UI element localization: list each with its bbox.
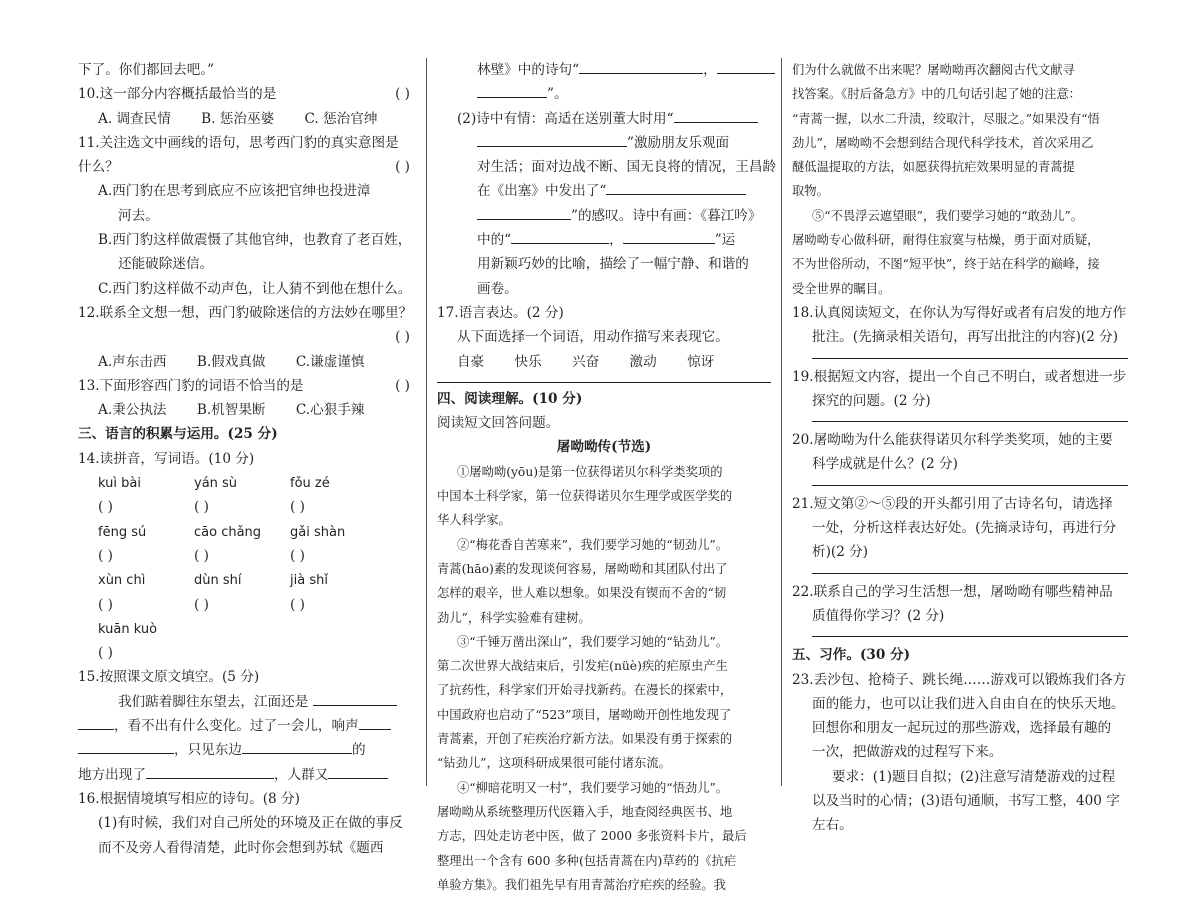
column-divider-2 xyxy=(781,58,782,786)
pinyin: xùn chì xyxy=(98,573,146,589)
paragraph-line: 屠呦呦专心做科研，耐得住寂寞与枯燥，勇于面对质疑， xyxy=(792,233,1100,248)
answer-box[interactable]: ( ) xyxy=(194,499,209,516)
question-16-1: (1)有时候，我们对自己所处的环境及正在做的事反 xyxy=(98,815,403,832)
blank[interactable] xyxy=(606,180,746,195)
pinyin: fēng sú xyxy=(98,524,147,540)
paragraph-line: 单验方集》。我们祖先早有用青蒿治疗疟疾的经验。我 xyxy=(437,877,726,892)
blank[interactable] xyxy=(78,715,114,730)
question-10 xyxy=(78,82,416,106)
fill-text: ， xyxy=(703,62,717,78)
option-a: A.西门豹在思考到底应不应该把官绅也投进漳 xyxy=(98,183,371,200)
blank[interactable] xyxy=(242,739,352,754)
paragraph-line: ④“柳暗花明又一村”，我们要学习她的“悟劲儿”。 xyxy=(457,780,729,795)
fill-line-4 xyxy=(78,763,416,787)
poem-fill-line xyxy=(437,228,771,252)
blank[interactable] xyxy=(674,108,758,123)
blank[interactable] xyxy=(78,739,174,754)
question-18: 18.认真阅读短文，在你认为写得好或者有启发的地方作 xyxy=(792,304,1127,321)
blank[interactable] xyxy=(477,205,571,220)
word-choices xyxy=(437,350,771,374)
pinyin: dùn shí xyxy=(194,573,242,589)
answer-box-row-1 xyxy=(78,495,416,519)
answer-box[interactable]: ( ) xyxy=(194,596,209,613)
option-c: C.心狠手辣 xyxy=(295,402,365,419)
answer-line[interactable] xyxy=(437,374,771,383)
paragraph-line: 整理出一个含有 600 多种(包括青蒿在内)草药的《抗疟 xyxy=(437,853,737,868)
question-17-text: 从下面选择一个词语，用动作描写来表现它。 xyxy=(457,329,729,346)
text-line: 用新颖巧妙的比喻，描绘了一幅宁静、和谐的 xyxy=(477,256,749,273)
fill-text: ”激励朋友乐观面 xyxy=(627,134,730,151)
question-13 xyxy=(78,374,416,398)
word-choice: 快乐 xyxy=(514,353,542,370)
fill-text: ”的感叹。诗中有画：《暮江吟》 xyxy=(571,207,762,224)
paragraph-line: 第二次世界大战结束后，引发疟(nüè)疾的疟原虫产生 xyxy=(437,659,728,674)
requirements-cont: 以及当时的心情；(3)语句通顺，书写工整，400 字 xyxy=(812,793,1120,810)
paragraph-line: 中国本土科学家，第一位获得诺贝尔生理学或医学奖的 xyxy=(437,489,733,504)
question-22-cont: 质值得你学习？(2 分) xyxy=(812,607,945,624)
option-c: C.谦虚谨慎 xyxy=(295,353,365,370)
paragraph-line: 劲儿”，屠呦呦不会想到结合现代科学技术，首次采用乙 xyxy=(792,135,1094,150)
paragraph-line: 劲儿”，科学实验难有建树。 xyxy=(437,610,591,625)
paragraph-line: 中国政府也启动了“523”项目，屠呦呦开创性地发现了 xyxy=(437,707,732,722)
pinyin: kuì bài xyxy=(98,476,141,492)
paragraph-line: 华人科学家。 xyxy=(437,513,511,528)
fill-text: (2)诗中有情：高适在送别董大时用“ xyxy=(457,110,674,127)
paragraph-line: ⑤“不畏浮云遮望眼”，我们要学习她的“敢劲儿”。 xyxy=(812,208,1084,223)
section-5-heading: 五、习作。(30 分) xyxy=(792,647,911,664)
question-12: 12.联系全文想一想，西门豹破除迷信的方法妙在哪里？ xyxy=(78,304,413,321)
text-line: 画卷。 xyxy=(477,280,518,297)
question-19: 19.根据短文内容，提出一个自己不明白，或者想进一步 xyxy=(792,368,1127,385)
fill-line-2 xyxy=(78,714,416,738)
blank[interactable] xyxy=(146,764,274,779)
column-1 xyxy=(78,58,416,860)
answer-box[interactable]: ( ) xyxy=(98,547,113,564)
fill-text: 林壁》中的诗句“ xyxy=(477,62,580,78)
fill-line-3 xyxy=(78,738,416,762)
poem-fill-line xyxy=(437,82,771,106)
pinyin-row-1 xyxy=(78,471,416,495)
question-16-1-cont: 而不及旁人看得清楚，此时你会想到苏轼《题西 xyxy=(98,839,384,856)
column-divider-1 xyxy=(426,58,427,786)
answer-box-row-4 xyxy=(78,641,416,665)
fill-text: ”。 xyxy=(547,86,568,103)
question-18-cont: 批注。(先摘录相关语句，再写出批注的内容)(2 分) xyxy=(812,329,1119,346)
answer-box[interactable]: ( ) xyxy=(98,596,113,613)
question-21: 21.短文第②～⑤段的开头都引用了古诗名句，请选择 xyxy=(792,495,1113,512)
paragraph-line: ③“千锤万凿出深山”，我们要学习她的“钻劲儿”。 xyxy=(457,634,729,649)
fill-text: 地方出现了 xyxy=(78,766,146,783)
paragraph-line: 了抗药性，科学家们开始寻找新药。在漫长的探索中， xyxy=(437,683,733,698)
question-16: 16.根据情境填写相应的诗句。(8 分) xyxy=(78,790,300,807)
answer-box[interactable]: ( ) xyxy=(290,596,305,613)
paragraph-line: ①屠呦呦(yōu)是第一位获得诺贝尔科学类奖项的 xyxy=(457,464,723,479)
pinyin: jià shǐ xyxy=(290,573,328,589)
answer-paren: ( ) xyxy=(395,329,410,346)
word-choice: 激动 xyxy=(629,353,657,370)
section-4-heading: 四、阅读理解。(10 分) xyxy=(437,390,583,407)
question-17: 17.语言表达。(2 分) xyxy=(437,304,564,321)
question-14: 14.读拼音，写词语。(10 分) xyxy=(78,450,255,467)
question-10-options xyxy=(78,107,416,131)
article-title: 屠呦呦传(节选) xyxy=(556,439,652,456)
question-23-cont: 回想你和朋友一起玩过的那些游戏，选择最有趣的 xyxy=(812,720,1112,737)
fill-text: 我们踮着脚往东望去，江面还是 xyxy=(118,693,309,710)
word-choice: 自豪 xyxy=(457,353,485,370)
section-3-heading: 三、语言的积累与运用。(25 分) xyxy=(78,426,278,443)
answer-box-row-3 xyxy=(78,593,416,617)
poem-fill-line xyxy=(437,58,771,82)
option-c: C.西门豹这样做不动声色，让人猜不到他在想什么。 xyxy=(98,280,412,297)
question-13-options xyxy=(78,398,416,422)
text-line: 对生活；面对边战不断、国无良将的情况，王昌龄 xyxy=(477,159,777,176)
fill-text: ，人群又 xyxy=(273,766,329,783)
requirements: 要求：(1)题目自拟；(2)注意写清楚游戏的过程 xyxy=(832,768,1116,785)
blank[interactable] xyxy=(313,691,397,706)
option-a-cont: 河去。 xyxy=(118,207,159,224)
fill-text: ，看不出有什么变化。过了一会儿，响声 xyxy=(114,718,359,735)
question-23-cont: 一次，把做游戏的过程写下来。 xyxy=(812,744,1003,761)
paragraph-line: “钻劲儿”，这项科研成果很可能付诸东流。 xyxy=(437,756,671,771)
paragraph-line: 不为世俗所动，不图“短平快”，终于站在科学的巅峰，接 xyxy=(792,257,1100,272)
option-b-cont: 还能破除迷信。 xyxy=(118,256,214,273)
pinyin-row-4 xyxy=(78,617,416,641)
column-3 xyxy=(792,58,1128,838)
blank[interactable] xyxy=(623,229,715,244)
question-12-options xyxy=(78,350,416,374)
question-20-cont: 科学成就是什么？(2 分) xyxy=(812,456,958,473)
article-body-cont xyxy=(792,58,1128,301)
poem-fill-line xyxy=(437,204,771,228)
question-23-cont: 面的能力，也可以让我们进入自由自在的快乐天地。 xyxy=(812,695,1125,712)
paragraph-line: 受全世界的瞩目。 xyxy=(792,281,891,296)
fill-text: ，只见东边 xyxy=(174,742,242,759)
answer-line[interactable] xyxy=(812,413,1128,422)
paragraph-line: “青蒿一握，以水二升渍，绞取汁，尽服之。”如果没有“悟 xyxy=(792,111,1100,126)
pinyin: yán sù xyxy=(194,476,238,492)
pinyin-row-2 xyxy=(78,520,416,544)
paragraph-line: 们为什么就做不出来呢？屠呦呦再次翻阅古代文献寻 xyxy=(792,63,1075,77)
answer-box[interactable]: ( ) xyxy=(98,499,113,516)
fill-text: ”运 xyxy=(714,232,736,249)
blank[interactable] xyxy=(477,132,627,147)
answer-line[interactable] xyxy=(812,628,1128,637)
paragraph-line: 找答案。《肘后备急方》中的几句话引起了她的注意： xyxy=(792,87,1081,102)
answer-box[interactable]: ( ) xyxy=(290,547,305,564)
fill-text: ， xyxy=(609,232,623,249)
paragraph-line: 青蒿素，开创了疟疾治疗新方法。如果没有勇于探索的 xyxy=(437,732,733,747)
question-text: 10.这一部分内容概括最恰当的是 xyxy=(78,86,277,103)
blank[interactable] xyxy=(477,83,547,98)
text-line: 下了。你们都回去吧。” xyxy=(78,62,215,78)
answer-box[interactable]: ( ) xyxy=(98,645,113,662)
question-16-2 xyxy=(437,107,771,131)
paragraph-line: 取物。 xyxy=(792,184,829,199)
blank[interactable] xyxy=(717,59,775,74)
pinyin-row-3 xyxy=(78,568,416,592)
option-b: B.假戏真做 xyxy=(196,353,266,370)
answer-box[interactable]: ( ) xyxy=(194,547,209,564)
option-b: B.西门豹这样做震慑了其他官绅，也教育了老百姓， xyxy=(98,232,412,249)
pinyin: fǒu zé xyxy=(290,476,330,492)
answer-line[interactable] xyxy=(812,565,1128,574)
question-text: 13.下面形容西门豹的词语不恰当的是 xyxy=(78,377,304,394)
option-a: A.秉公执法 xyxy=(98,402,167,419)
article-body xyxy=(437,460,771,897)
paragraph-line: 怎样的艰辛，世人难以想象。如果没有锲而不舍的“韧 xyxy=(437,586,727,601)
fill-text: 的 xyxy=(351,742,366,759)
question-11: 11.关注选文中画线的语句，思考西门豹的真实意图是 xyxy=(78,134,399,151)
option-a: A. 调查民情 xyxy=(98,110,171,127)
blank[interactable] xyxy=(359,715,391,730)
word-choice: 兴奋 xyxy=(572,353,600,370)
question-text: 什么？ xyxy=(78,159,119,176)
answer-box[interactable]: ( ) xyxy=(290,499,305,516)
answer-paren: ( ) xyxy=(395,159,410,176)
paragraph-line: 方志，四处走访老中医，做了 2000 多张资料卡片，最后 xyxy=(437,829,747,844)
answer-line[interactable] xyxy=(812,477,1128,486)
paragraph-line: 醚低温提取的方法，如愿获得抗疟效果明显的青蒿提 xyxy=(792,160,1075,175)
section-4-instruction: 阅读短文回答问题。 xyxy=(437,415,560,432)
question-19-cont: 探究的问题。(2 分) xyxy=(812,392,931,409)
question-21-cont: 析)(2 分) xyxy=(812,544,869,561)
fill-text: 中的“ xyxy=(477,232,512,249)
pinyin: cāo chǎng xyxy=(194,524,262,540)
pinyin: kuān kuò xyxy=(98,621,158,637)
pinyin: gǎi shàn xyxy=(290,524,346,540)
word-choice: 惊讶 xyxy=(687,353,715,370)
paragraph-line: 青蒿(hāo)素的发现谈何容易，屠呦呦和其团队付出了 xyxy=(437,561,728,576)
answer-line[interactable] xyxy=(812,350,1128,359)
answer-paren: ( ) xyxy=(395,86,410,103)
fill-text: 在《出塞》中发出了“ xyxy=(477,183,607,200)
option-b: B.机智果断 xyxy=(196,402,266,419)
option-c: C. 惩治官绅 xyxy=(304,110,378,127)
question-23: 23.丢沙包、抢椅子、跳长绳……游戏可以锻炼我们各方 xyxy=(792,671,1127,688)
column-2 xyxy=(437,58,777,897)
poem-fill-line xyxy=(437,179,771,203)
question-15: 15.按照课文原文填空。(5 分) xyxy=(78,669,260,686)
blank[interactable] xyxy=(579,59,703,74)
paragraph-line: 屠呦呦从系统整理历代医籍入手，地查阅经典医书、地 xyxy=(437,804,733,819)
fill-line-1 xyxy=(78,690,416,714)
option-a: A.声东击西 xyxy=(98,353,167,370)
blank[interactable] xyxy=(511,229,609,244)
blank[interactable] xyxy=(328,764,388,779)
question-20: 20.屠呦呦为什么能获得诺贝尔科学类奖项，她的主要 xyxy=(792,432,1113,449)
question-11-line2 xyxy=(78,155,416,179)
poem-fill-line xyxy=(437,131,771,155)
answer-box-row-2 xyxy=(78,544,416,568)
answer-paren: ( ) xyxy=(395,377,410,394)
paragraph-line: ②“梅花香自苦寒来”，我们要学习她的“韧劲儿”。 xyxy=(457,537,729,552)
question-22: 22.联系自己的学习生活想一想，屠呦呦有哪些精神品 xyxy=(792,583,1113,600)
requirements-cont: 左右。 xyxy=(812,817,853,834)
option-b: B. 惩治巫婆 xyxy=(201,110,275,127)
question-21-cont: 一处，分析这样表达好处。(先摘录诗句，再进行分 xyxy=(812,520,1117,537)
